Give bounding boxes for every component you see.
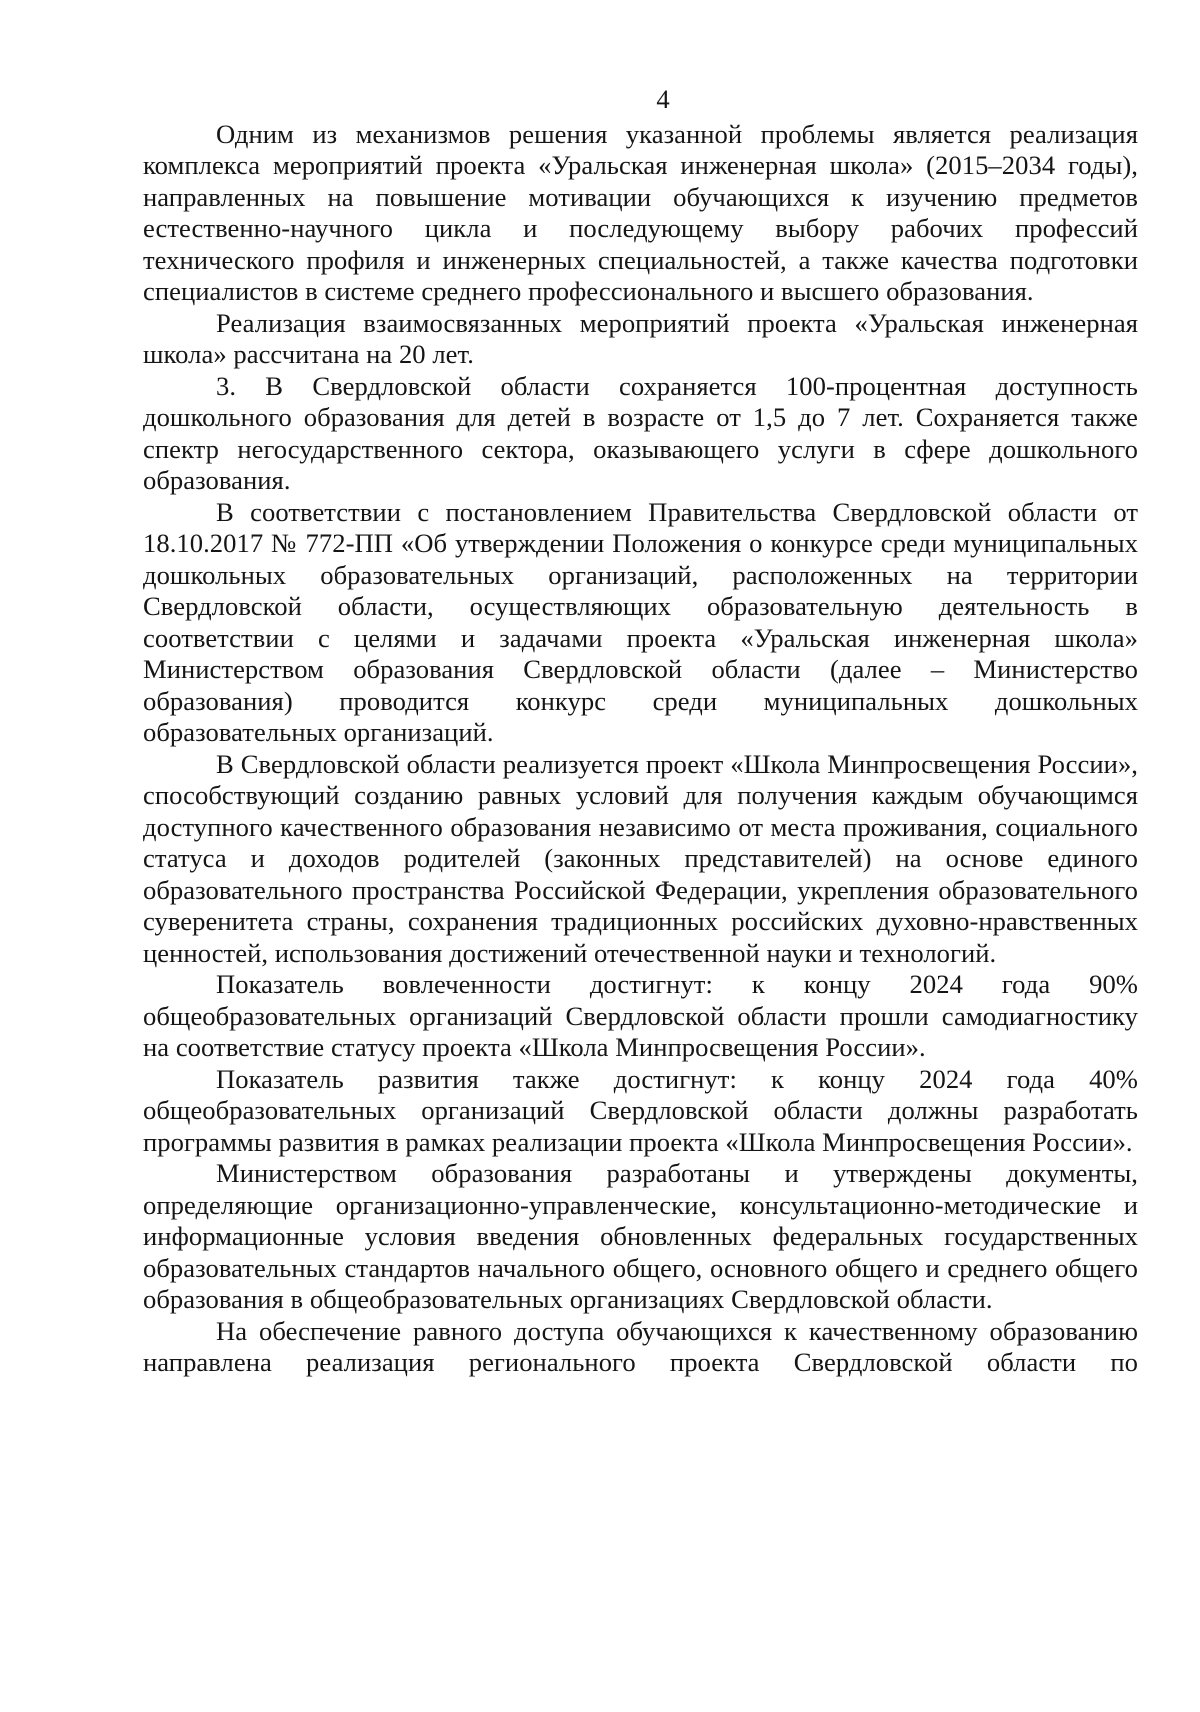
paragraph-engagement-indicator: Показатель вовлеченности достигнут: к концу 2024 года 90% общеобразовательных организаций Свердловской области прошли самодиагностику на соответствие статусу проекта «Школа Минпросвещения России». <box>143 969 1138 1062</box>
paragraph-preschool-contest: В соответствии с постановлением Правительства Свердловской области от 18.10.2017 № 772-ПП «Об утверждении Положения о конкурсе среди муниципальных дошкольных образовательных организаций, расположенных на территории Свердловской области, осуществляющих образовательную деятельность в соответствии с целями и задачами проекта «Уральская инженерная школа» Министерством образования Свердловской области (далее – Министерство образования) проводится конкурс среди муниципальных дошкольных образовательных организаций. <box>143 496 1138 747</box>
page-number: 4 <box>656 84 670 114</box>
paragraph-development-indicator: Показатель развития также достигнут: к концу 2024 года 40% общеобразовательных организаций Свердловской области должны разработать программы развития в рамках реализации проекта «Школа Минпросвещения России». <box>143 1063 1138 1157</box>
paragraph-engineering-school: Одним из механизмов решения указанной проблемы является реализация комплекса мероприятий проекта «Уральская инженерная школа» (2015–2034 годы), направленных на повышение мотивации обучающихся к изучению предметов естественно-научного цикла и последующему выбору рабочих профессий технического профиля и инженерных специальностей, а также качества подготовки специалистов в системе среднего профессионального и высшего образования. <box>143 118 1138 306</box>
paragraph-standards-documents: Министерством образования разработаны и утверждены документы, определяющие организационно-управленческие, консультационно-методические и информационные условия введения обновленных федеральных государственных образовательных стандартов начального общего, основного общего и среднего общего образования в общеобразовательных организациях Свердловской области. <box>143 1158 1138 1314</box>
paragraph-project-duration: Реализация взаимосвязанных мероприятий проекта «Уральская инженерная школа» рассчитана на 20 лет. <box>143 307 1138 369</box>
paragraph-preschool-availability: 3. В Свердловской области сохраняется 100-процентная доступность дошкольного образования для детей в возрасте от 1,5 до 7 лет. Сохраняется также спектр негосударственного сектора, оказывающего услуги в сфере дошкольного образования. <box>143 370 1138 495</box>
document-page <box>143 84 1138 1379</box>
paragraph-school-project: В Свердловской области реализуется проект «Школа Минпросвещения России», способствующий созданию равных условий для получения каждым обучающимся доступного качественного образования независимо от места проживания, социального статуса и доходов родителей (законных представителей) на основе единого образовательного пространства Российской Федерации, укрепления образовательного суверенитета страны, сохранения традиционных российских духовно-нравственных ценностей, использования достижений отечественной науки и технологий. <box>143 748 1138 968</box>
paragraph-equal-access: На обеспечение равного доступа обучающихся к качественному образованию направлена реализация регионального проекта Свердловской области по <box>143 1315 1138 1377</box>
